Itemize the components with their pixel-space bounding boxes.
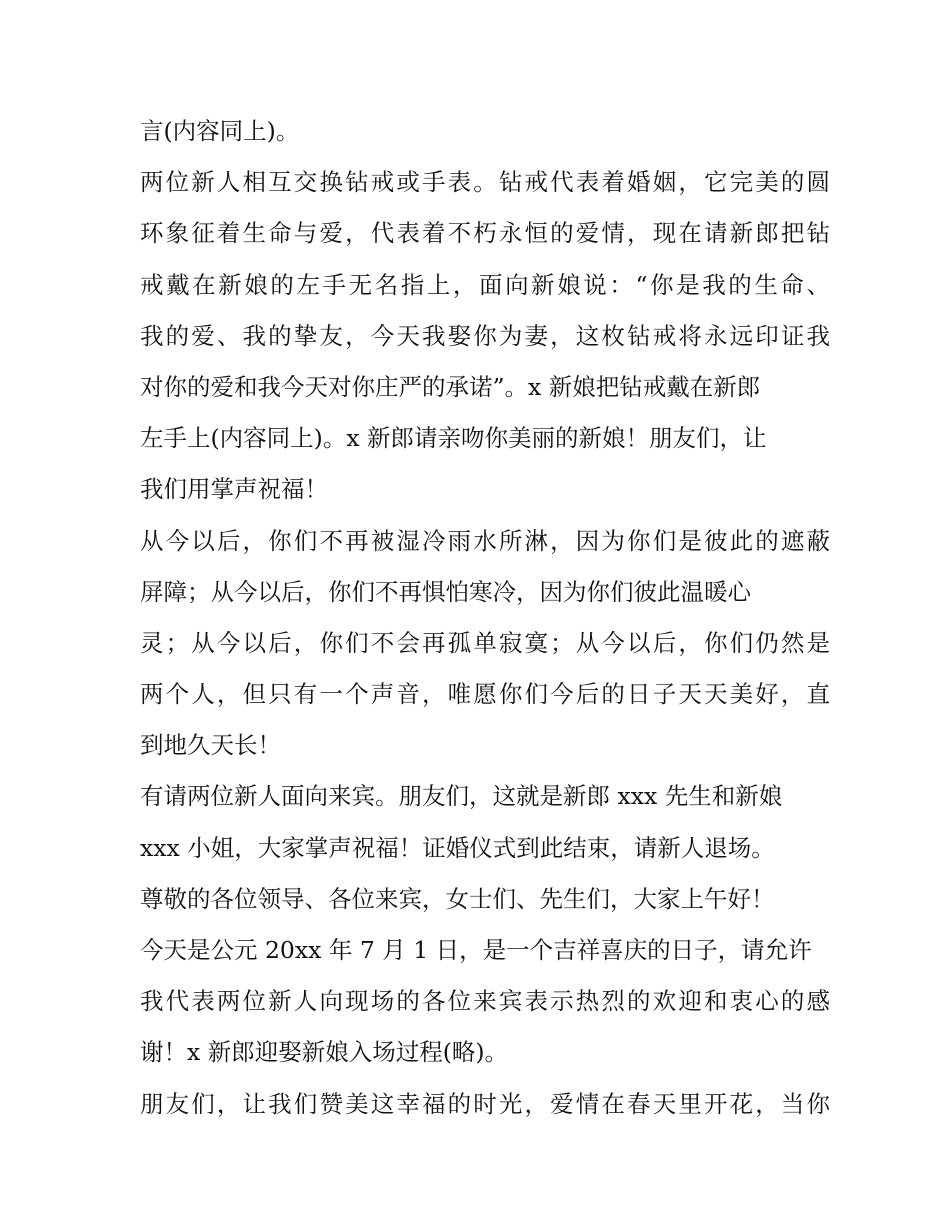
text-line: 屏障；从今以后，你们不再惧怕寒冷，因为你们彼此温暖心 — [140, 577, 751, 606]
text-line: 环象征着生命与爱，代表着不朽永恒的爱情，现在请新郎把钻 — [140, 219, 830, 248]
text-line: 两个人，但只有一个声音，唯愿你们今后的日子天天美好，直 — [140, 680, 830, 709]
text-line: xxx 小姐，大家掌声祝福！证婚仪式到此结束，请新人退场。 — [140, 833, 775, 862]
text-line: 左手上(内容同上)。x 新郎请亲吻你美丽的新娘！朋友们，让 — [140, 424, 767, 453]
text-line: 我代表两位新人向现场的各位来宾表示热烈的欢迎和衷心的感 — [140, 987, 830, 1016]
text-line: 对你的爱和我今天对你庄严的承诺”。x 新娘把钻戒戴在新郎 — [140, 372, 761, 401]
text-line: 到地久天长！ — [140, 731, 281, 760]
document-body — [140, 106, 830, 1130]
text-line: 灵；从今以后，你们不会再孤单寂寞；从今以后，你们仍然是 — [140, 628, 830, 657]
text-line: 尊敬的各位领导、各位来宾，女士们、先生们，大家上午好！ — [140, 884, 775, 913]
text-line: 有请两位新人面向来宾。朋友们，这就是新郎 xxx 先生和新娘 — [140, 782, 783, 811]
text-line: 两位新人相互交换钻戒或手表。钻戒代表着婚姻，它完美的圆 — [140, 168, 830, 197]
text-line: 我们用掌声祝福！ — [140, 475, 328, 504]
text-line: 戒戴在新娘的左手无名指上，面向新娘说：“你是我的生命、 — [140, 270, 830, 299]
text-line: 谢！x 新郎迎娶新娘入场过程(略)。 — [140, 1038, 509, 1067]
text-line: 朋友们，让我们赞美这幸福的时光，爱情在春天里开花，当你 — [140, 1089, 830, 1118]
text-line: 今天是公元 20xx 年 7 月 1 日，是一个吉祥喜庆的日子，请允许 — [140, 936, 812, 964]
text-line: 我的爱、我的挚友，今天我娶你为妻，这枚钻戒将永远印证我 — [140, 321, 830, 350]
text-line: 言(内容同上)。 — [140, 117, 300, 145]
text-line: 从今以后，你们不再被湿冷雨水所淋，因为你们是彼此的遮蔽 — [140, 526, 830, 555]
